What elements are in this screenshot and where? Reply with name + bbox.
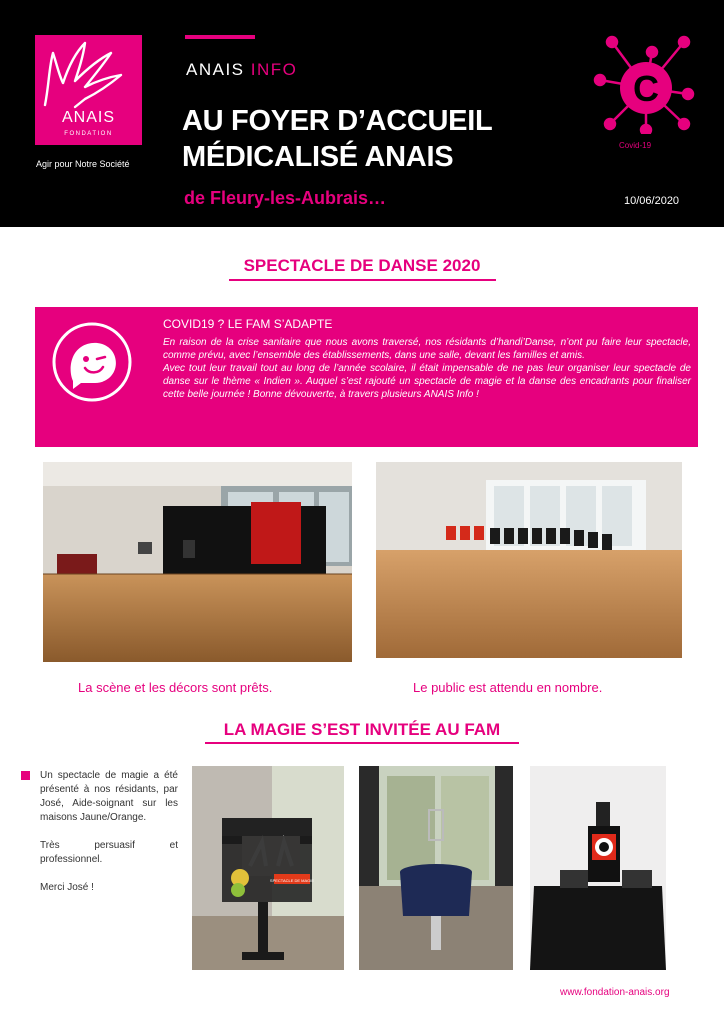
photo-magic-lantern <box>530 766 666 970</box>
photo-magic-prop <box>192 766 344 970</box>
title-line-1: AU FOYER D’ACCUEIL <box>182 105 493 137</box>
accent-bar <box>185 35 255 39</box>
section-title-dance: SPECTACLE DE DANSE 2020 <box>243 256 481 275</box>
photo-audience <box>376 462 682 658</box>
box-heading: COVID19 ? LE FAM S’ADAPTE <box>163 317 333 331</box>
audience-photo-image <box>376 462 682 658</box>
page-title <box>182 103 492 175</box>
smiley-wink-icon <box>51 321 133 403</box>
prop-sign-text: SPECTACLE DE MAGIE <box>269 878 315 883</box>
kicker-anais: ANAIS <box>186 60 245 79</box>
virus-icon <box>592 34 696 134</box>
box-body <box>163 336 691 401</box>
issue-date: 10/06/2020 <box>624 195 680 207</box>
caption-audience: Le public est attendu en nombre. <box>413 680 603 695</box>
covid-label: Covid-19 <box>619 141 652 150</box>
magic-description <box>40 769 178 909</box>
photo-magic-table <box>359 766 513 970</box>
logo-name: ANAIS <box>61 109 115 126</box>
newsletter-kicker <box>186 60 297 80</box>
header-banner <box>0 0 724 227</box>
tagline: Agir pour Notre Société <box>36 159 130 169</box>
magic-lantern-photo-image <box>530 766 666 970</box>
stage-photo-image <box>43 462 352 662</box>
section-title-magic: LA MAGIE S’EST INVITÉE AU FAM <box>223 720 501 739</box>
section-underline-magic <box>205 742 519 744</box>
covid-letter: C <box>633 68 659 109</box>
page-subtitle: de Fleury-les-Aubrais… <box>184 188 387 208</box>
hand-logo-icon <box>35 35 142 115</box>
footer-website-link[interactable]: www.fondation-anais.org <box>560 987 670 998</box>
bullet-square <box>21 771 30 780</box>
section-underline-dance <box>229 279 496 281</box>
box-paragraph-2: Avec tout leur travail tout au long de l’année scolaire, il était impensable de ne pas leur organiser leur spectacle de danse sur le thème « Indien ». Auquel s’est rajouté un spectacle de magie et la danse des encadrants pour finaliser cette belle journée ! Bonne dévouverte, à travers plusieurs ANAIS Info ! <box>163 363 691 400</box>
magic-text-3: Merci José ! <box>40 882 94 893</box>
logo-subtitle: FONDATION <box>64 131 113 137</box>
magic-text-1: Un spectacle de magie a été présenté à nos résidants, par José, Aide-soignant sur les maisons Jaune/Orange. <box>40 770 178 823</box>
magic-prop-photo-image <box>192 766 344 970</box>
photo-stage <box>43 462 352 662</box>
kicker-info: INFO <box>250 60 298 79</box>
box-paragraph-1: En raison de la crise sanitaire que nous avons traversé, nos résidants d’handi’Danse, n’ont pu faire leur spectacle, comme prévu, avec l’ensemble des établissements, dans une salle, devant les familles et amis. <box>163 337 691 361</box>
magic-text-2: Très persuasif et professionnel. <box>40 840 178 865</box>
magic-table-photo-image <box>359 766 513 970</box>
title-line-2: MÉDICALISÉ ANAIS <box>182 141 454 173</box>
caption-stage: La scène et les décors sont prêts. <box>78 680 273 695</box>
anais-logo[interactable] <box>35 35 142 145</box>
